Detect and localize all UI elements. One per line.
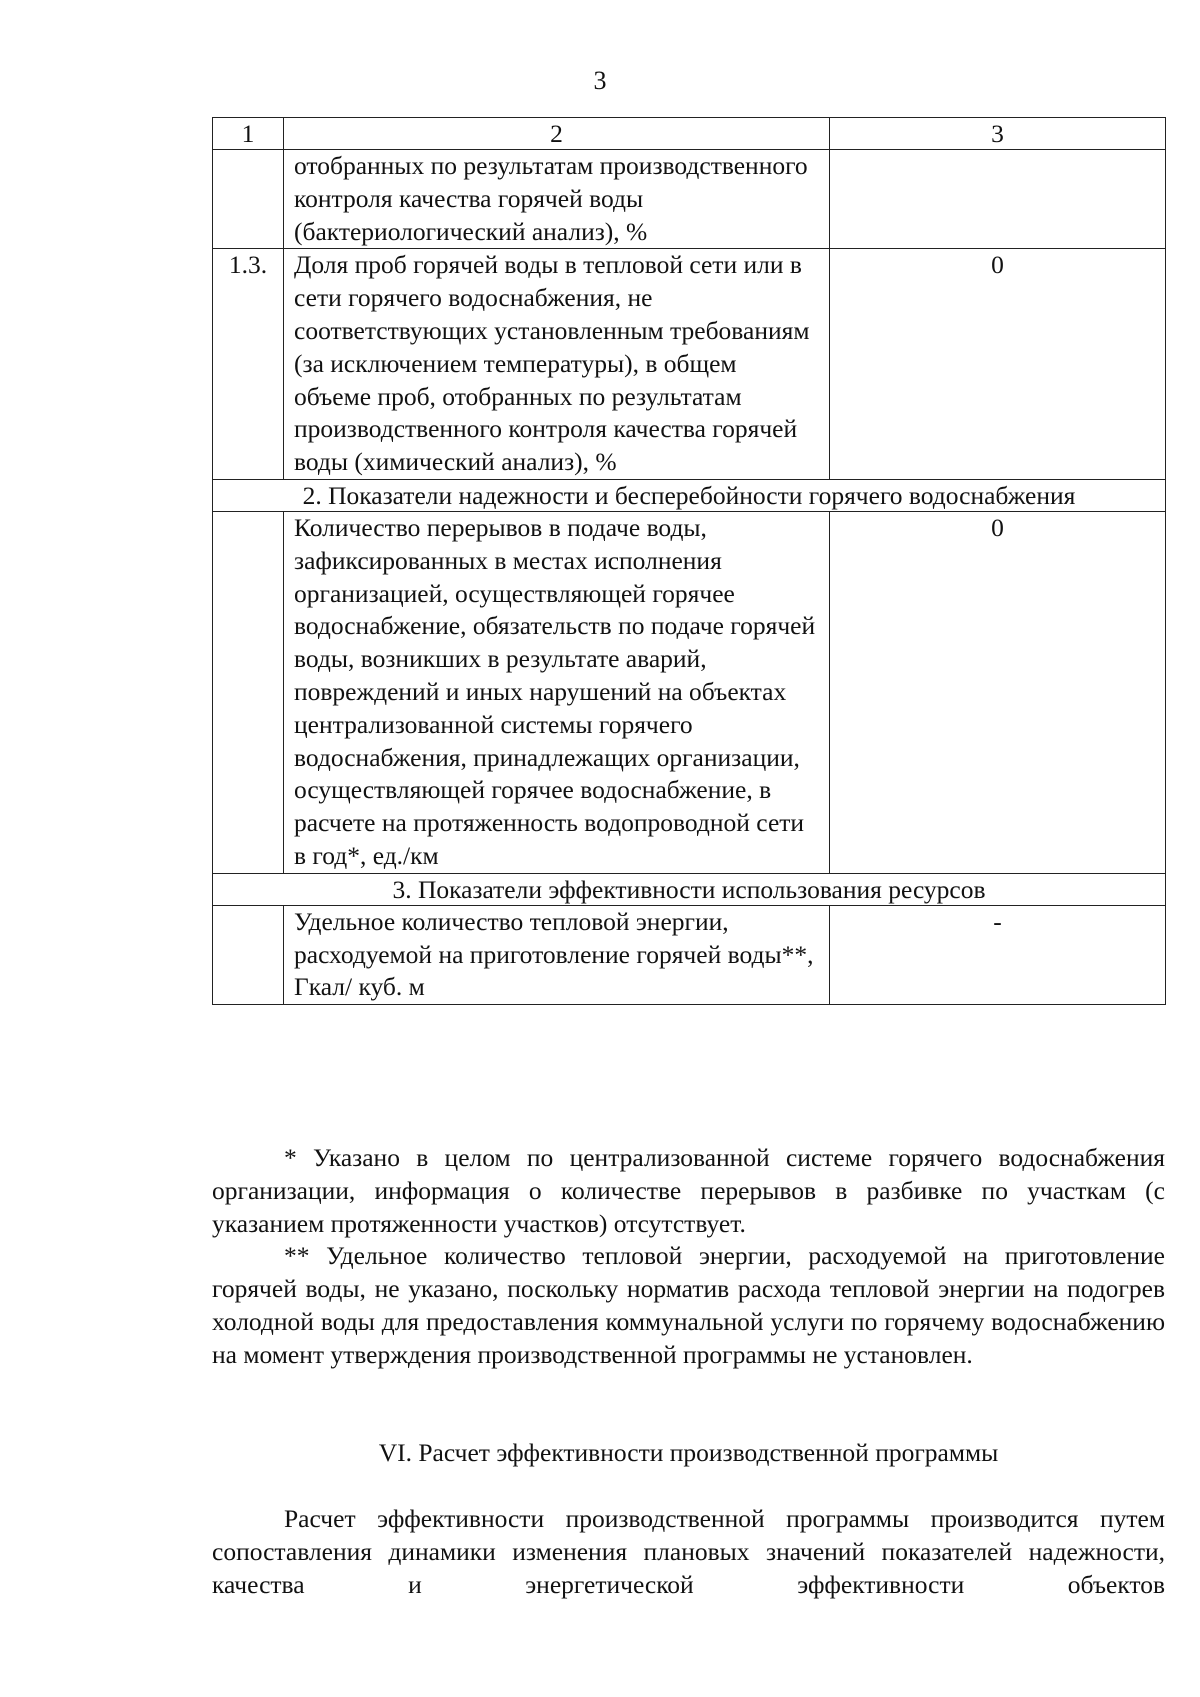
column-header-number: 1 xyxy=(213,118,284,150)
section-title-reliability: 2. Показатели надежности и бесперебойности горячего водоснабжения xyxy=(213,479,1166,511)
row-value: - xyxy=(830,905,1166,1004)
row-value xyxy=(830,150,1166,249)
row-number xyxy=(213,150,284,249)
body-paragraph: Расчет эффективности производственной программы производится путем сопоставления динамики изменения плановых значений показателей надежности, качества и энергетической эффективности объектов xyxy=(212,1504,1165,1599)
row-indicator-text: Количество перерывов в подаче воды, зафиксированных в местах исполнения организацией, осуществляющей горячее водоснабжение, обязательств по подаче горячей воды, возникших в результате аварий, повреждений и иных нарушений на объектах централизованной системы горячего водоснабжения, принадлежащих организации, осуществляющей горячее водоснабжение, в расчете на протяженность водопроводной сети в год*, ед./км xyxy=(284,511,830,873)
table-section-row xyxy=(213,479,1166,511)
indicators-table xyxy=(212,117,1166,1005)
section-title-efficiency: 3. Показатели эффективности использования ресурсов xyxy=(213,873,1166,905)
row-number xyxy=(213,511,284,873)
page-number: 3 xyxy=(593,66,607,95)
footnotes xyxy=(212,1142,1165,1372)
row-indicator-text: Удельное количество тепловой энергии, расходуемой на приготовление горячей воды**, Гкал/ куб. м xyxy=(284,905,830,1004)
row-value: 0 xyxy=(830,249,1166,480)
table-row xyxy=(213,150,1166,249)
table-row xyxy=(213,511,1166,873)
row-indicator-text: отобранных по результатам производственного контроля качества горячей воды (бактериологический анализ), % xyxy=(284,150,830,249)
row-number xyxy=(213,905,284,1004)
footnote-double-asterisk: ** Удельное количество тепловой энергии, расходуемой на приготовление горячей воды, не указано, поскольку норматив расхода тепловой энергии на подогрев холодной воды для предоставления коммунальной услуги по горячему водоснабжению на момент утверждения производственной программы не установлен. xyxy=(212,1241,1165,1369)
row-number: 1.3. xyxy=(213,249,284,480)
column-header-value: 3 xyxy=(830,118,1166,150)
column-header-indicator: 2 xyxy=(284,118,830,150)
section-heading: VI. Расчет эффективности производственной программы xyxy=(378,1438,999,1467)
table-header-row xyxy=(213,118,1166,150)
table-row xyxy=(213,249,1166,480)
footnote-single-asterisk: * Указано в целом по централизованной системе горячего водоснабжения организации, информация о количестве перерывов в разбивке по участкам (с указанием протяженности участков) отсутствует. xyxy=(212,1143,1165,1238)
row-indicator-text: Доля проб горячей воды в тепловой сети или в сети горячего водоснабжения, не соответствующих установленным требованиям (за исключением температуры), в общем объеме проб, отобранных по результатам производственного контроля качества горячей воды (химический анализ), % xyxy=(284,249,830,480)
row-value: 0 xyxy=(830,511,1166,873)
table-section-row xyxy=(213,873,1166,905)
table-row xyxy=(213,905,1166,1004)
